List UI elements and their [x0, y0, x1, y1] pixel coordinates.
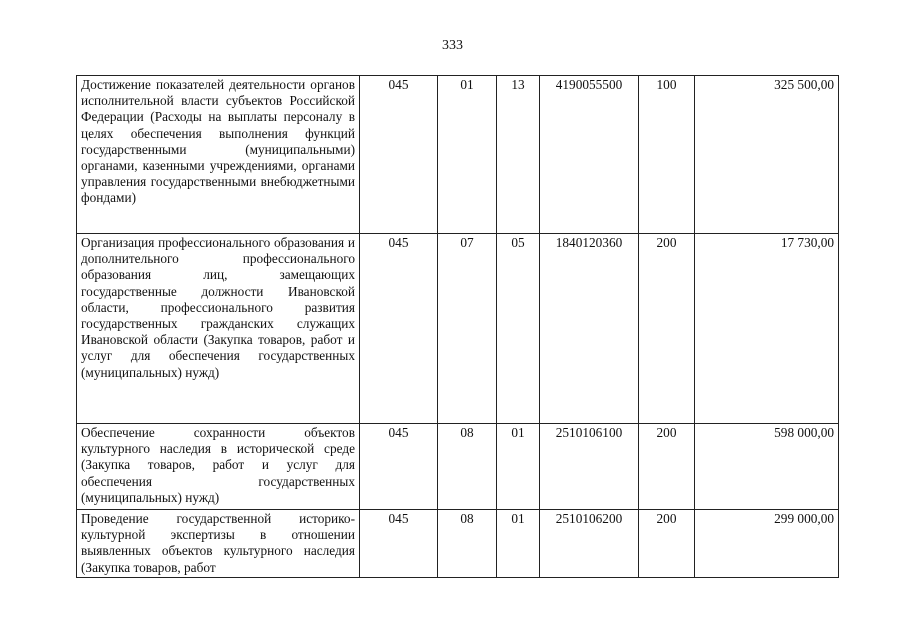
target-article-code: 1840120360	[540, 234, 639, 424]
section-code: 07	[438, 234, 497, 424]
section-code: 08	[438, 424, 497, 510]
section-code: 08	[438, 510, 497, 578]
amount-value: 325 500,00	[695, 76, 839, 234]
expense-type-code: 100	[639, 76, 695, 234]
amount-value: 598 000,00	[695, 424, 839, 510]
expense-type-code: 200	[639, 510, 695, 578]
table-row	[77, 424, 839, 510]
row-description: Достижение показателей деятельности органов исполнительной власти субъектов Российской Федерации (Расходы на выплаты персоналу в целях обеспечения выполнения функций государственными (муниципальными) органами, казенными учреждениями, органами управления государственными внебюджетными фондами)	[77, 76, 360, 234]
amount-value: 299 000,00	[695, 510, 839, 578]
table-row	[77, 510, 839, 578]
ministry-code: 045	[360, 510, 438, 578]
amount-value: 17 730,00	[695, 234, 839, 424]
page-number: 333	[442, 38, 463, 53]
target-article-code: 2510106100	[540, 424, 639, 510]
row-description: Организация профессионального образования и дополнительного профессионального образования лиц, замещающих государственные должности Ивановской области, профессионального развития государственных гражданских служащих Ивановской области (Закупка товаров, работ и услуг для обеспечения государственных (муниципальных) нужд)	[77, 234, 360, 424]
ministry-code: 045	[360, 424, 438, 510]
section-code: 01	[438, 76, 497, 234]
target-article-code: 2510106200	[540, 510, 639, 578]
subsection-code: 05	[497, 234, 540, 424]
expense-type-code: 200	[639, 234, 695, 424]
budget-table	[76, 75, 839, 578]
target-article-code: 4190055500	[540, 76, 639, 234]
subsection-code: 13	[497, 76, 540, 234]
table-row	[77, 234, 839, 424]
subsection-code: 01	[497, 424, 540, 510]
row-description: Обеспечение сохранности объектов культурного наследия в исторической среде (Закупка товаров, работ и услуг для обеспечения государственных (муниципальных) нужд)	[77, 424, 360, 510]
row-description: Проведение государственной историко-культурной экспертизы в отношении выявленных объектов культурного наследия (Закупка товаров, работ	[77, 510, 360, 578]
table-row	[77, 76, 839, 234]
subsection-code: 01	[497, 510, 540, 578]
ministry-code: 045	[360, 234, 438, 424]
expense-type-code: 200	[639, 424, 695, 510]
ministry-code: 045	[360, 76, 438, 234]
